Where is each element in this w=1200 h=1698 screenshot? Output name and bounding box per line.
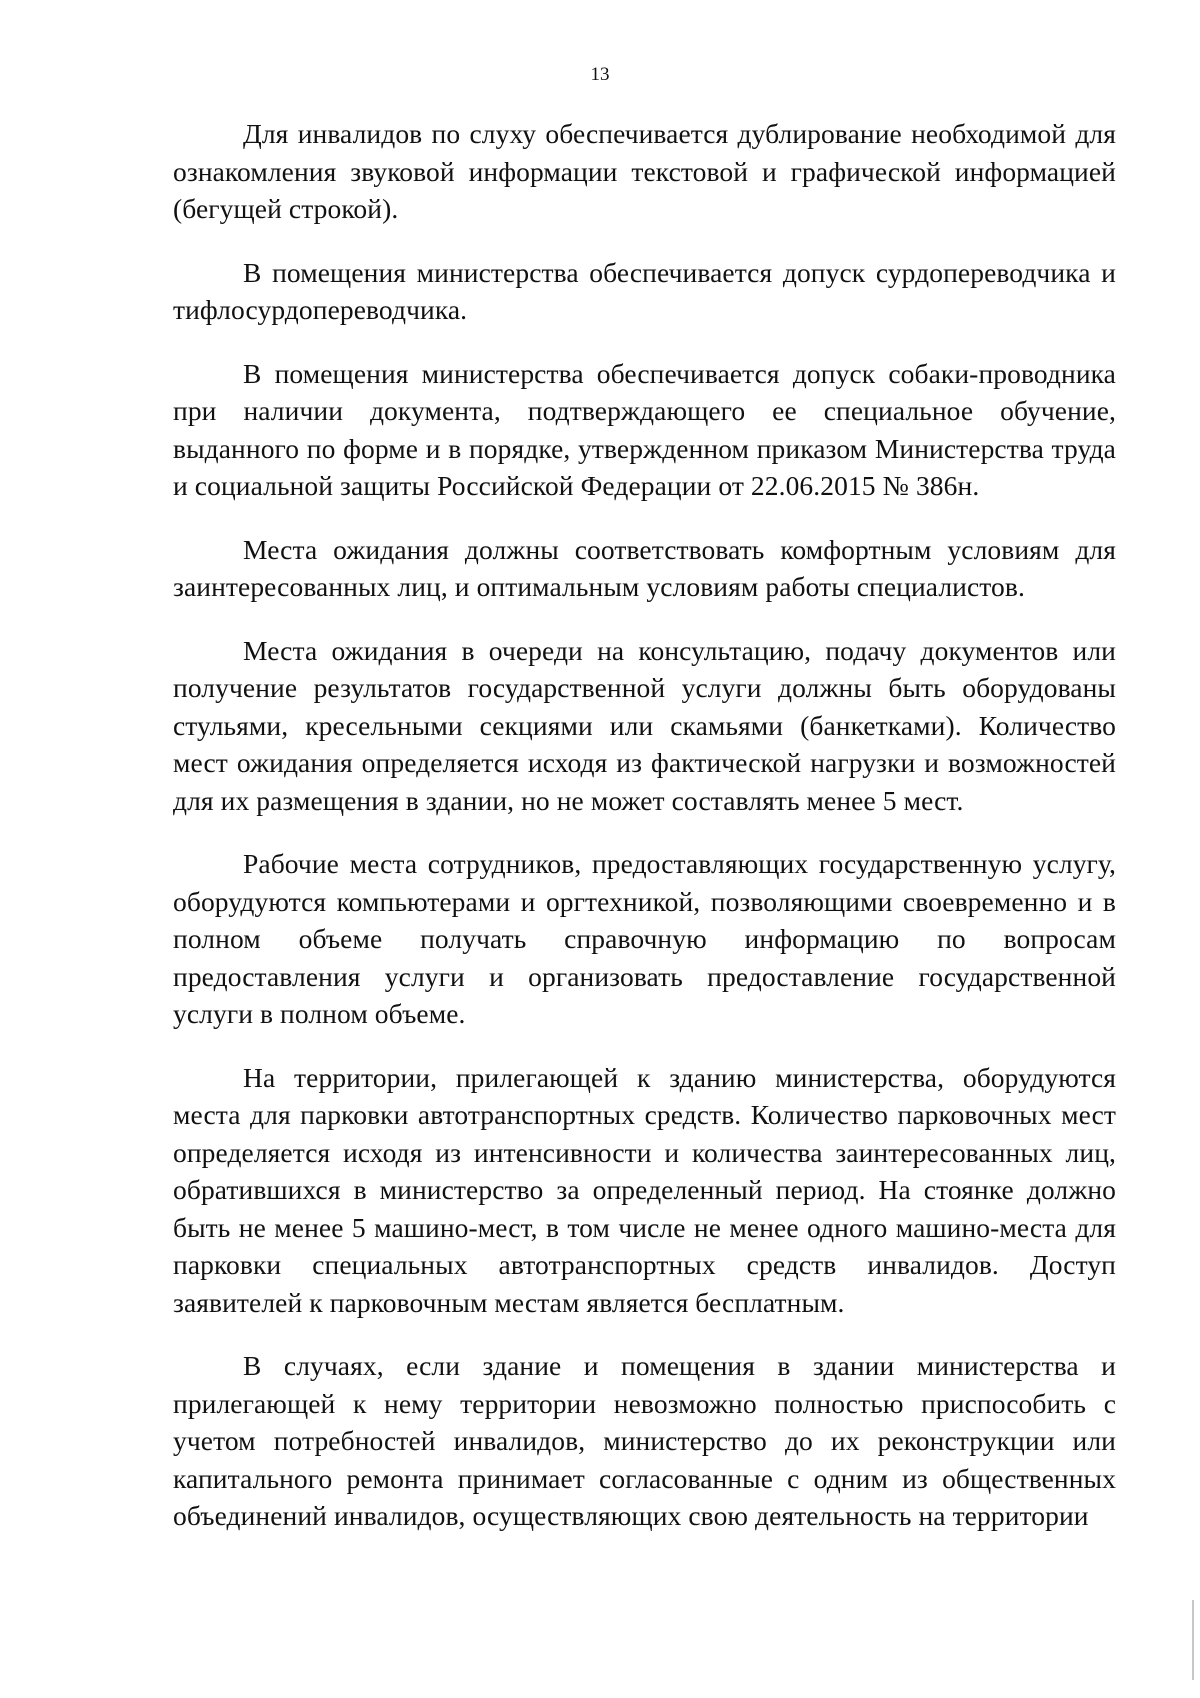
paragraph-guide-dog: В помещения министерства обеспечивается допуск собаки-проводника при наличии документа, подтверждающего ее специальное обучение, выданного по форме и в порядке, утвержденном приказом Министерства труда и социальной защиты Российской Федерации от 22.06.2015 № 386н. [173,357,1116,501]
paragraph-waiting-seats: Места ожидания в очереди на консультацию, подачу документов или получение результатов государственной услуги должны быть оборудованы стульями, кресельными секциями или скамьями (банкетками). Количество мест ожидания определяется исходя из фактической нагрузки и возможностей для их размещения в здании, но не может составлять менее 5 мест. [173,634,1116,816]
page-number: 13 [590,64,610,85]
paragraph-hearing-impaired: Для инвалидов по слуху обеспечивается дублирование необходимой для ознакомления звуковой информации текстовой и графической информацией (бегущей строкой). [173,118,1116,224]
paragraph-workplaces: Рабочие места сотрудников, предоставляющих государственную услугу, оборудуются компьютерами и оргтехникой, позволяющими своевременно и в полном объеме получать справочную информацию по вопросам предоставления услуги и организовать предоставление государственной услуги в полном объеме. [173,848,1116,1029]
paragraph-adaptation: В случаях, если здание и помещения в здании министерства и прилегающей к нему территории невозможно полностью приспособить с учетом потребностей инвалидов, министерство до их реконструкции или капитального ремонта принимает согласованные с одним из общественных объединений инвалидов, осуществляющих свою деятельность на территории [173,1350,1116,1531]
paragraph-sign-interpreter: В помещения министерства обеспечивается допуск сурдопереводчика и тифлосурдопереводчика. [173,256,1116,325]
paragraph-parking: На территории, прилегающей к зданию министерства, оборудуются места для парковки автотранспортных средств. Количество парковочных мест определяется исходя из интенсивности и количества заинтересованных лиц, обратившихся в министерство за определенный период. На стоянке должно быть не менее 5 машино-мест, в том числе не менее одного машино-места для парковки специальных автотранспортных средств инвалидов. Доступ заявителей к парковочным местам является бесплатным. [173,1061,1116,1318]
document-body [173,115,1116,1535]
paragraph-waiting-areas: Места ожидания должны соответствовать комфортным условиям для заинтересованных лиц, и оптимальным условиям работы специалистов. [173,533,1116,602]
scan-edge-mark [1192,1600,1194,1680]
